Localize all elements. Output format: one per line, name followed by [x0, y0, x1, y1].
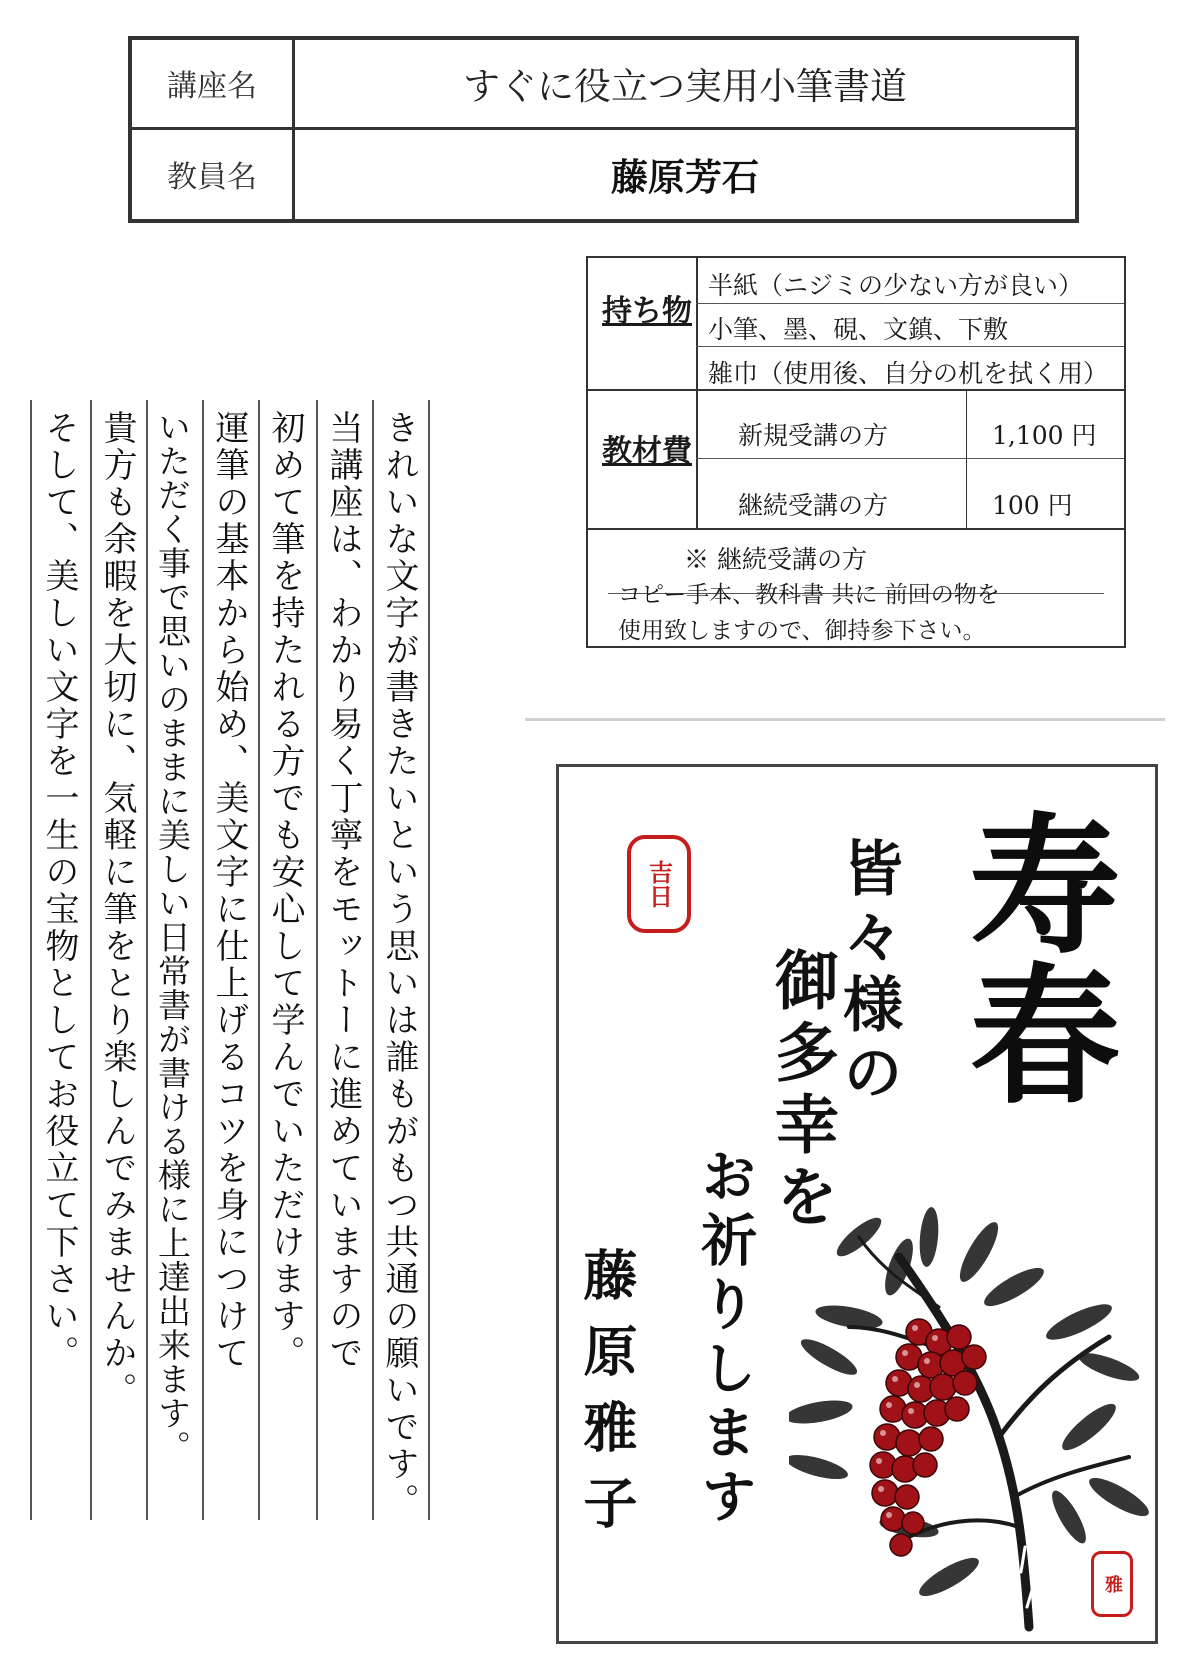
course-name-value: すぐに役立つ実用小筆書道 [295, 40, 1075, 130]
intro-column: 当講座は、わかり易く丁寧をモットーに進めていますので [323, 410, 363, 1372]
fee-amount-new: 1,100 円 [992, 421, 1097, 450]
intro-text-area [30, 400, 450, 1520]
fee-label-new: 新規受講の方 [738, 421, 889, 450]
teacher-name-value: 藤原芳石 [611, 156, 759, 200]
course-table [128, 36, 1079, 223]
intro-column: 初めて筆を持たれる方でも安心して学んでいただけます。 [265, 410, 305, 1372]
supply-item: 小筆、墨、硯、文鎮、下敷 [708, 315, 1009, 344]
fee-amount-continue: 100 円 [992, 491, 1073, 520]
red-seal-top: 吉日 [627, 835, 691, 933]
note-title: ※ 継続受講の方 [684, 545, 867, 574]
intro-column: いただく事で思いのままに美しい日常書が書ける様に上達出来ます。 [153, 410, 192, 1464]
divider [525, 718, 1165, 721]
signature: 藤原雅子 [575, 1247, 639, 1551]
supply-item: 半紙（ニジミの少ない方が良い） [708, 271, 1084, 300]
fee-header: 教材費 [602, 434, 692, 469]
items-header: 持ち物 [602, 294, 692, 329]
red-seal-bottom: 雅 [1091, 1551, 1133, 1617]
message-line-2: 御多幸を [764, 947, 839, 1235]
course-name-label: 講座名 [132, 40, 295, 130]
fee-label-continue: 継続受講の方 [738, 491, 889, 520]
supplies-fee-box [586, 256, 1126, 648]
message-line-1: 皆々様の [833, 837, 903, 1109]
note-line: コピー手本、教科書 共に 前回の物を [618, 582, 1000, 608]
note-line: 使用致しますので、御持参下さい。 [618, 618, 986, 644]
message-line-3: お祈りします [692, 1147, 758, 1531]
intro-column: 運筆の基本から始め、美文字に仕上げるコツを身につけて [209, 410, 249, 1372]
supply-item: 雑巾（使用後、自分の机を拭く用） [708, 359, 1109, 388]
title-brush-text: 寿春 [944, 807, 1120, 1107]
calligraphy-sample-card [556, 764, 1158, 1644]
teacher-name-label: 教員名 [132, 130, 295, 220]
intro-column: 貴方も余暇を大切に、気軽に筆をとり楽しんでみませんか。 [97, 410, 137, 1409]
intro-column: きれいな文字が書きたいという思いは誰もがもつ共通の願いです。 [379, 410, 419, 1520]
intro-column: そして、美しい文字を一生の宝物としてお役立て下さい。 [39, 410, 79, 1372]
